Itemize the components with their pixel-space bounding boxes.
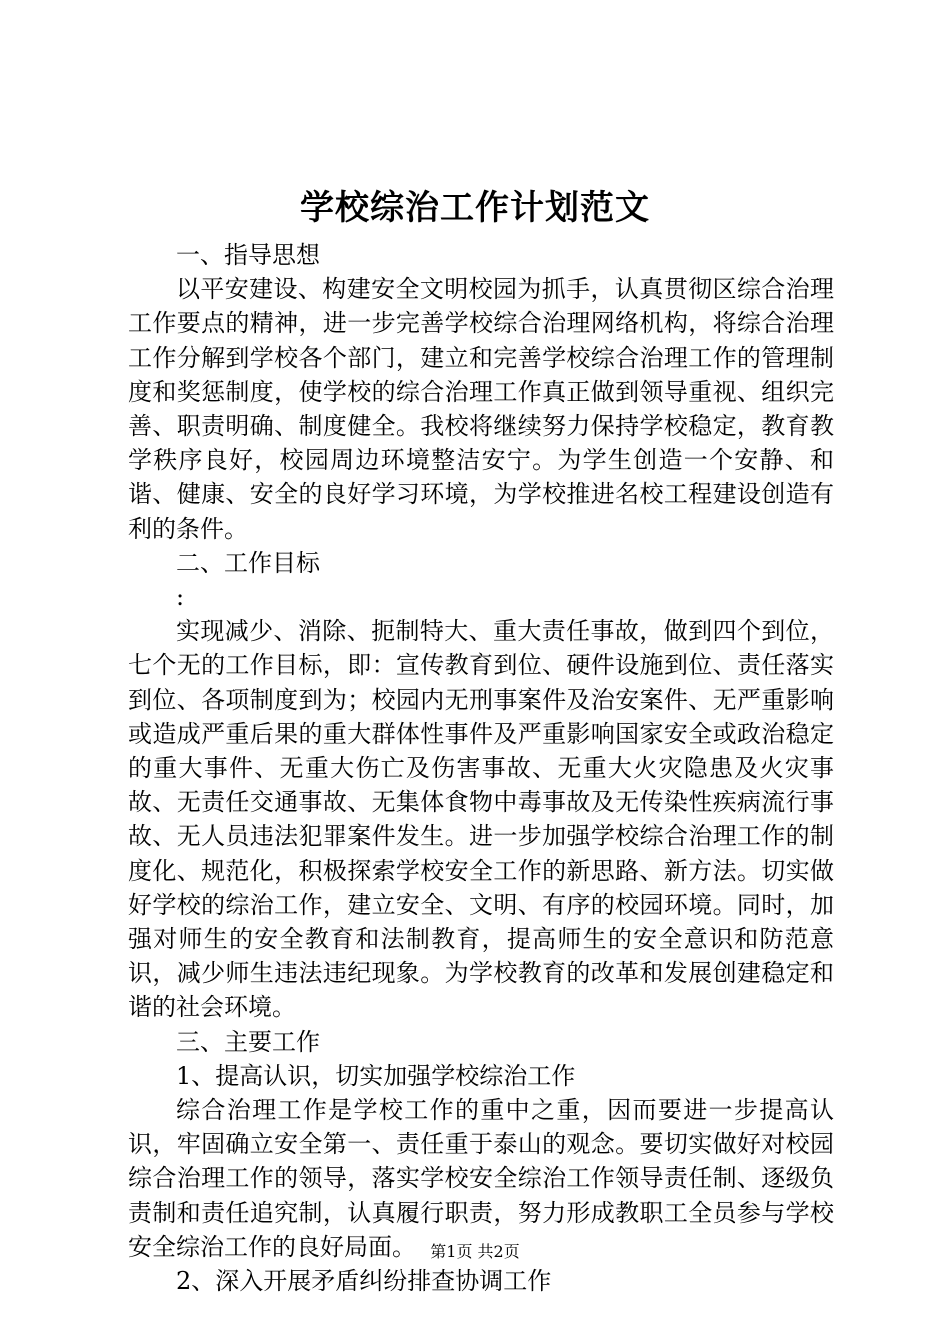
- heading-guiding-ideology: 一、指导思想: [176, 241, 320, 269]
- heading-work-goals: 二、工作目标: [176, 548, 320, 577]
- document-title: 学校综治工作计划范文: [300, 188, 650, 228]
- paragraph-raise-awareness: 综合治理工作是学校工作的重中之重，因而要进一步提高认识，牢固确立安全第一、责任重于泰山的观念。要切实做好对校园综合治理工作的领导，落实学校安全综治工作领导责任制、逐级负责制和责任追究制，认真履行职责，努力形成教职工全员参与学校安全综治工作的良好局面。: [128, 1096, 834, 1261]
- subheading-dispute-investigation: 2、深入开展矛盾纠纷排查协调工作: [176, 1267, 552, 1296]
- paragraph-guiding-ideology: 以平安建设、构建安全文明校园为抓手，认真贯彻区综合治理工作要点的精神，进一步完善学校综合治理网络机构，将综合治理工作分解到学校各个部门，建立和完善学校综合治理工作的管理制度和奖惩制度，使学校的综合治理工作真正做到领导重视、组织完善、职责明确、制度健全。我校将继续努力保持学校稳定，教育教学秩序良好，校园周边环境整洁安宁。为学生创造一个安静、和谐、健康、安全的良好学习环境，为学校推进名校工程建设创造有利的条件。: [128, 275, 834, 543]
- colon-line: :: [176, 583, 185, 612]
- subheading-raise-awareness: 1、提高认识，切实加强学校综治工作: [176, 1061, 576, 1090]
- document-body: [128, 238, 834, 1298]
- paragraph-work-goals: 实现减少、消除、扼制特大、重大责任事故，做到四个到位，七个无的工作目标，即：宣传教育到位、硬件设施到位、责任落实到位、各项制度到为；校园内无刑事案件及治安案件、无严重影响或造成严重后果的重大群体性事件及严重影响国家安全或政治稳定的重大事件、无重大伤亡及伤害事故、无重大火灾隐患及火灾事故、无责任交通事故、无集体食物中毒事故及无传染性疾病流行事故、无人员违法犯罪案件发生。进一步加强学校综合治理工作的制度化、规范化，积极探索学校安全工作的新思路、新方法。切实做好学校的综治工作，建立安全、文明、有序的校园环境。同时，加强对师生的安全教育和法制教育，提高师生的安全意识和防范意识，减少师生违法违纪现象。为学校教育的改革和发展创建稳定和谐的社会环境。: [128, 617, 834, 1022]
- heading-main-work: 三、主要工作: [176, 1027, 320, 1056]
- page-footer: 第1页 共2页: [430, 1242, 520, 1261]
